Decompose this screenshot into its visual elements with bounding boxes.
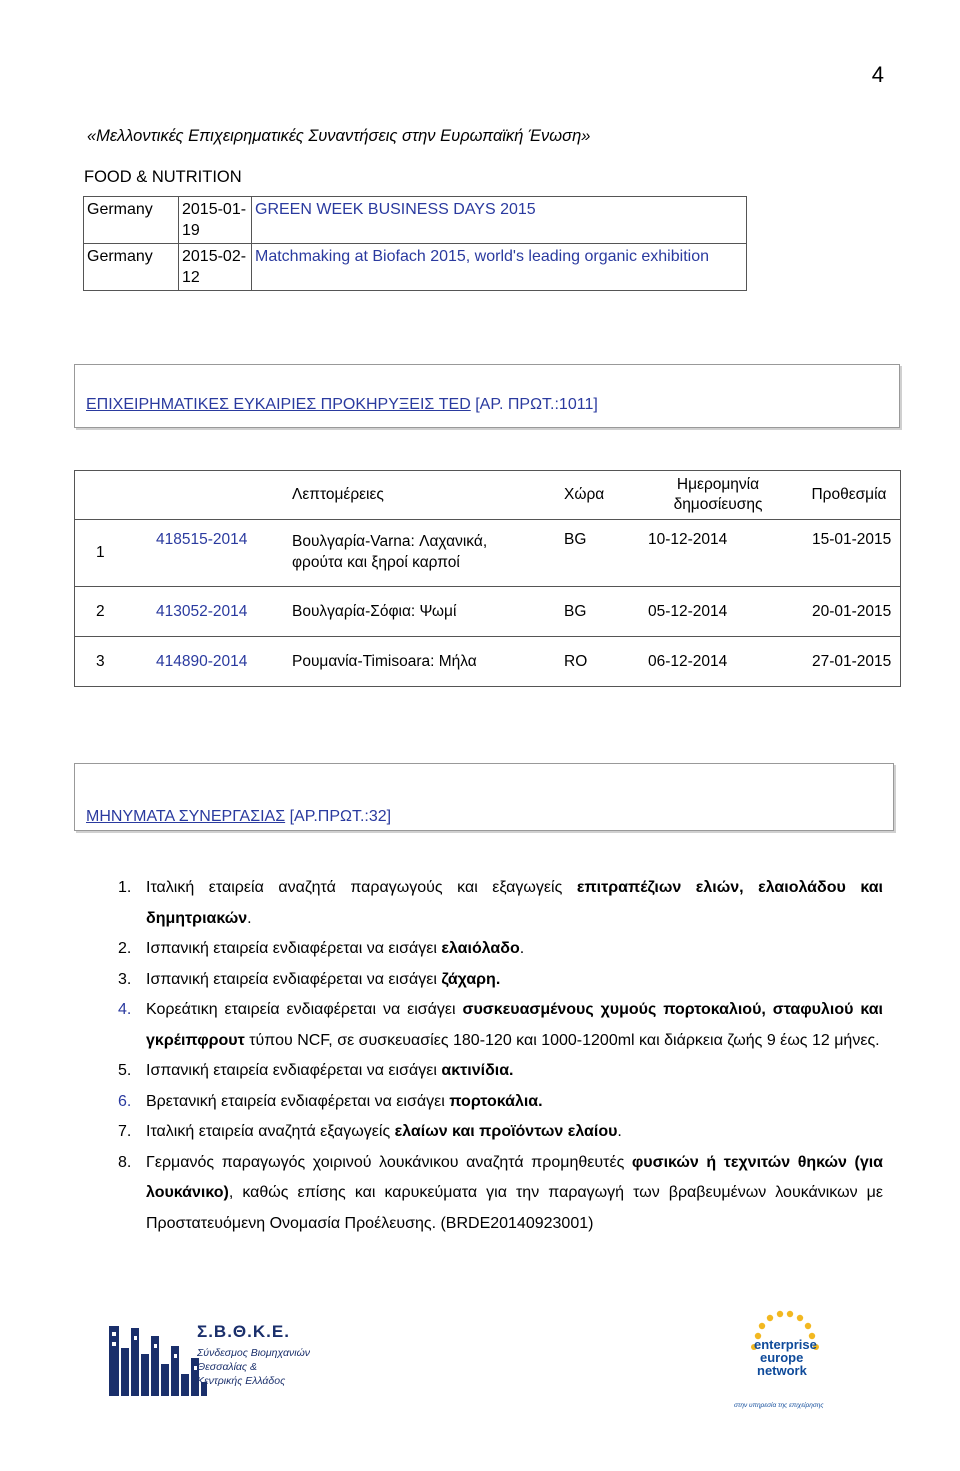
tender-pub-date: 10-12-2014 <box>638 520 798 587</box>
tender-country: RO <box>564 637 638 687</box>
tender-ref-link[interactable]: 413052-2014 <box>156 587 292 637</box>
list-item: 7. Ιταλική εταιρεία αναζητά εξαγωγείς ελαίων και προϊόντων ελαίου. <box>118 1123 622 1140</box>
ted-link[interactable]: ΕΠΙΧΕΙΡΗΜΑΤΙΚΕΣ ΕΥΚΑΙΡΙΕΣ ΠΡΟΚΗΡΥΞΕΙΣ TED <box>86 396 471 413</box>
header-pub-date: Ημερομηνία δημοσίευσης <box>638 471 798 520</box>
event-date: 2015-01- 19 <box>179 197 252 244</box>
page-number: 4 <box>871 62 884 87</box>
section-heading: FOOD & NUTRITION <box>84 168 242 186</box>
tender-description: Βουλγαρία-Varna: Λαχανικά, φρούτα και ξηροί καρποί <box>292 520 564 587</box>
een-wordmark: enterprise europe network <box>754 1337 817 1378</box>
een-tagline: στην υπηρεσία της επιχείρησης <box>734 1402 824 1409</box>
tender-description: Ρουμανία-Timisoara: Μήλα <box>292 637 564 687</box>
list-item: 4. Κορεάτικη εταιρεία ενδιαφέρεται να εισάγει συσκευασμένους χυμούς πορτοκαλιού, σταφυλιού και γκρέιπφρουτ τύπου NCF, σε συσκευασίες 180-120 και 1000-1200ml και διάρκεια ζωής 9 έως 12 μήνες. <box>118 1001 884 1049</box>
tender-country: BG <box>564 520 638 587</box>
event-country: Germany <box>84 197 179 244</box>
table-row <box>75 587 901 637</box>
event-country: Germany <box>84 244 179 291</box>
list-item: 3. Ισπανική εταιρεία ενδιαφέρεται να εισάγει ζάχαρη. <box>118 970 501 988</box>
table-row <box>75 637 901 687</box>
messages-list <box>118 873 883 1239</box>
svthke-logo <box>107 1318 312 1398</box>
table-row <box>75 520 901 587</box>
tender-number: 1 <box>75 520 157 587</box>
table-row <box>84 244 747 291</box>
tender-deadline: 20-01-2015 <box>798 587 901 637</box>
een-logo <box>734 1308 830 1413</box>
list-item: 8. Γερμανός παραγωγός χοιρινού λουκάνικου αναζητά προμηθευτές φυσικών ή τεχνιτών θηκών (για λουκάνικο), καθώς επίσης και καρυκεύματα για την παραγωγή των βραβευμένων λουκάνικων με Προστατευόμενη Ονομασία Προέλευσης. (BRDE20140923001) <box>118 1153 883 1232</box>
list-item: 2. Ισπανική εταιρεία ενδιαφέρεται να εισάγει ελαιόλαδο. <box>118 940 525 957</box>
messages-heading <box>86 808 391 826</box>
tender-description: Βουλγαρία-Σόφια: Ψωμί <box>292 587 564 637</box>
table-header-row <box>75 471 901 520</box>
tender-deadline: 15-01-2015 <box>798 520 901 587</box>
event-title-link[interactable]: Matchmaking at Biofach 2015, world's leading organic exhibition <box>252 244 747 291</box>
tender-pub-date: 05-12-2014 <box>638 587 798 637</box>
list-item: 5. Ισπανική εταιρεία ενδιαφέρεται να εισάγει ακτινίδια. <box>118 1062 514 1079</box>
tender-pub-date: 06-12-2014 <box>638 637 798 687</box>
tender-ref-link[interactable]: 414890-2014 <box>156 637 292 687</box>
table-row <box>84 197 747 244</box>
list-item: 6. Βρετανική εταιρεία ενδιαφέρεται να εισάγει πορτοκάλια. <box>118 1092 543 1110</box>
document-title: «Μελλοντικές Επιχειρηματικές Συναντήσεις στην Ευρωπαϊκή Ένωση» <box>87 127 591 145</box>
ted-count: [ΑΡ. ΠΡΩΤ.:1011] <box>475 396 598 413</box>
list-item: 1. Ιταλική εταιρεία αναζητά παραγωγούς και εξαγωγείς επιτραπέζιων ελιών, ελαιολάδου και δημητριακών. <box>118 879 883 927</box>
header-country: Χώρα <box>564 471 638 520</box>
event-title-link[interactable]: GREEN WEEK BUSINESS DAYS 2015 <box>252 197 747 244</box>
header-details: Λεπτομέρειες <box>292 471 564 520</box>
tender-number: 2 <box>75 587 157 637</box>
messages-link[interactable]: ΜΗΝΥΜΑΤΑ ΣΥΝΕΡΓΑΣΙΑΣ <box>86 808 286 825</box>
svthke-initials: Σ.Β.Θ.Κ.Ε. <box>197 1322 290 1341</box>
svthke-name: Σύνδεσμος Βιομηχανιών Θεσσαλίας & Κεντρικής Ελλάδος <box>197 1347 311 1387</box>
events-table <box>83 196 747 291</box>
tender-country: BG <box>564 587 638 637</box>
tender-ref-link[interactable]: 418515-2014 <box>156 520 292 587</box>
tender-deadline: 27-01-2015 <box>798 637 901 687</box>
ted-heading <box>86 396 598 414</box>
tender-number: 3 <box>75 637 157 687</box>
event-date: 2015-02- 12 <box>179 244 252 291</box>
header-deadline: Προθεσμία <box>798 471 901 520</box>
messages-count: [ΑΡ.ΠΡΩΤ.:32] <box>289 808 392 825</box>
tenders-table <box>74 470 901 687</box>
